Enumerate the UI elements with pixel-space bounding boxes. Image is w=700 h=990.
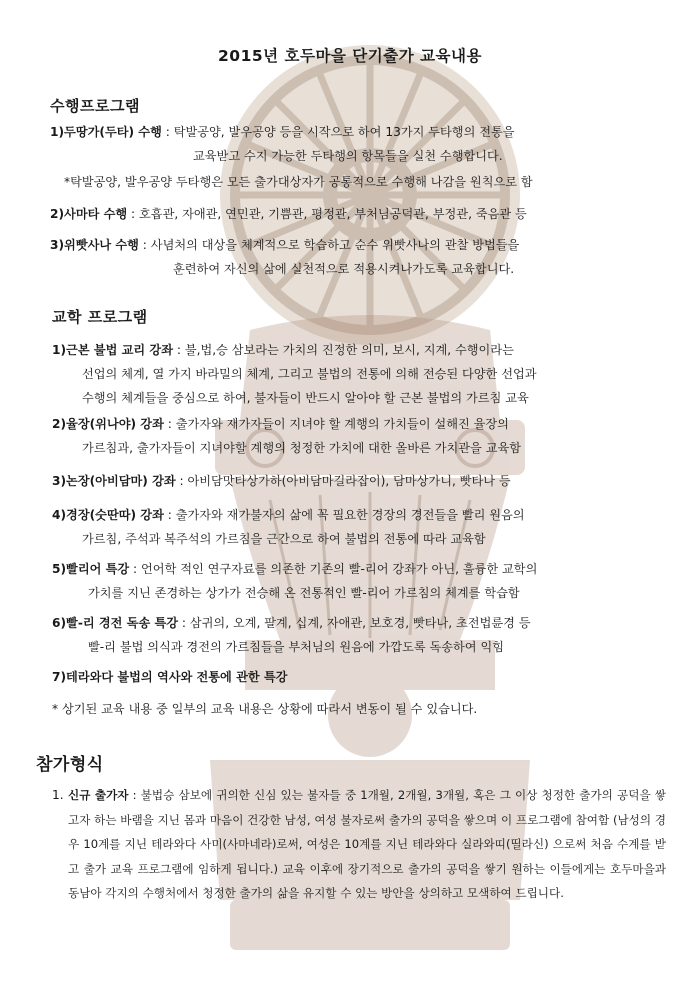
- practice-item-vipassana: [50, 233, 519, 281]
- study-item-label: 7)테라와다 불법의 역사와 전통에 관한 특강: [52, 670, 288, 684]
- practice-note-alms: [64, 170, 533, 194]
- participation-heading: 참가형식: [36, 755, 104, 775]
- study-item-pali: [52, 557, 537, 605]
- study-item-text: 가치를 지닌 존경하는 상가가 전승해 온 전통적인 빨-리어 가르침의 체계를 학습함: [88, 586, 520, 600]
- study-item-text: 선업의 체계, 열 가지 바라밀의 체계, 그리고 불법의 전통에 의해 전승된 다양한 선업과: [82, 367, 537, 381]
- study-item-text: 가르침과, 출가자들이 지녀야할 계행의 청정한 가치에 대한 올바른 가치관을 교육함: [82, 441, 522, 455]
- study-note: * 상기된 교육 내용 중 일부의 교육 내용은 상황에 따라서 변동이 될 수 있습니다.: [52, 702, 478, 716]
- study-item-text: 가르침, 주석과 복주석의 가르침을 근간으로 하여 불법의 전통에 따라 교육함: [82, 532, 486, 546]
- practice-program-heading: 수행프로그램: [50, 97, 140, 115]
- study-item-text: : 불,법,승 삼보라는 가치의 진정한 의미, 보시, 지계, 수행이라는: [172, 343, 514, 357]
- practice-item-label: 3)위빳사나 수행: [50, 238, 139, 252]
- study-item-theravada-history: [52, 665, 287, 689]
- practice-item-samatha: [50, 202, 527, 226]
- practice-item-dutanga: [50, 120, 515, 168]
- study-item-sutta: [52, 503, 525, 551]
- practice-item-text: : 탁발공양, 발우공양 등을 시작으로 하여 13가지 두타행의 전통을: [161, 125, 515, 139]
- study-item-text: : 아비담맛타상가하(아비담마길라잡이), 담마상가니, 빳타나 등: [175, 474, 511, 488]
- study-item-label: 5)빨리어 특강: [52, 562, 130, 576]
- participation-text: : 불법승 삼보에 귀의한 신심 있는 불자들 중 1개월, 2개월, 3개월, 혹은 그 이상 청정한 출가의 공덕을 쌓고자 하는 바램을 지닌 몸과 마음이 건강한 남성, 여성 불자로써 출가의 공덕을 쌓으며 이 프로그램에 참여함 (남성의 경우 10계를 지닌 테라와다 사미(사마네라)로써, 여성은 10계를 지닌 테라와다 실라와띠(띨라신) 으로써 처음 수계를 받고 출가 교육 프로그램에 임하게 됩니다.) 교육 이후에 장기적으로 출가의 공덕을 쌓기 원하는 이들에게는 호두마을과 동남아 각지의 수행처에서 청정한 출가의 삶을 유지할 수 있는 방안을 상의하고 모색하여 드립니다.: [68, 788, 666, 900]
- practice-item-text: 훈련하여 자신의 삶에 실천적으로 적용시켜나가도록 교육합니다.: [173, 262, 515, 276]
- study-item-label: 1)근본 불법 교리 강좌: [52, 343, 173, 357]
- practice-item-text: : 사념처의 대상을 체계적으로 학습하고 순수 위빳사나의 관찰 방법들을: [138, 238, 520, 252]
- study-item-text: : 출가자와 재가자들이 지녀야 할 계행의 가치들이 설해진 율장의: [163, 417, 509, 431]
- study-item-vinaya: [52, 412, 521, 460]
- study-item-text: 빨-리 불법 의식과 경전의 가르침들을 부처님의 원음에 가깝도록 독송하여 익힘: [88, 640, 505, 654]
- study-item-label: 4)경장(숫딴따) 강좌: [52, 508, 164, 522]
- practice-item-label: 2)사마타 수행: [50, 207, 128, 221]
- study-item-label: 2)율장(위나야) 강좌: [52, 417, 164, 431]
- study-item-text: 수행의 체계들을 중심으로 하여, 불자들이 반드시 알아야 할 근본 불법의 가르침 교육: [82, 391, 529, 405]
- practice-note-text: *탁발공양, 발우공양 두타행은 모든 출가대상자가 공통적으로 수행해 나감을 원칙으로 함: [64, 175, 533, 189]
- participation-paragraph: [68, 783, 666, 906]
- study-item-doctrine: [52, 338, 537, 410]
- page-title: 2015년 호두마을 단기출가 교육내용: [218, 47, 482, 65]
- study-item-text: : 출가자와 재가불자의 삶에 꼭 필요한 경장의 경전들을 빨리 원음의: [163, 508, 525, 522]
- practice-item-text: : 호흡관, 자애관, 연민관, 기쁨관, 평정관, 부처님공덕관, 부정관, 죽음관 등: [127, 207, 527, 221]
- participation-label: 신규 출가자: [68, 788, 129, 802]
- study-item-text: : 언어학 적인 연구자료를 의존한 기존의 빨-리어 강좌가 아닌, 훌륭한 교학의: [129, 562, 538, 576]
- study-item-text: : 삼귀의, 오계, 팔계, 십계, 자애관, 보호경, 빳타나, 초전법륜경 등: [178, 616, 531, 630]
- study-item-label: 6)빨-리 경전 독송 특강: [52, 616, 179, 630]
- study-item-label: 3)논장(아비담마) 강좌: [52, 474, 176, 488]
- practice-item-text: 교육받고 수지 가능한 두타행의 항목들을 실천 수행합니다.: [193, 149, 503, 163]
- study-program-heading: 교학 프로그램: [52, 308, 148, 326]
- practice-item-label: 1)두땅가(두타) 수행: [50, 125, 162, 139]
- participation-number: 1.: [52, 788, 64, 802]
- study-item-abhidhamma: [52, 469, 511, 493]
- study-item-chanting: [52, 611, 531, 659]
